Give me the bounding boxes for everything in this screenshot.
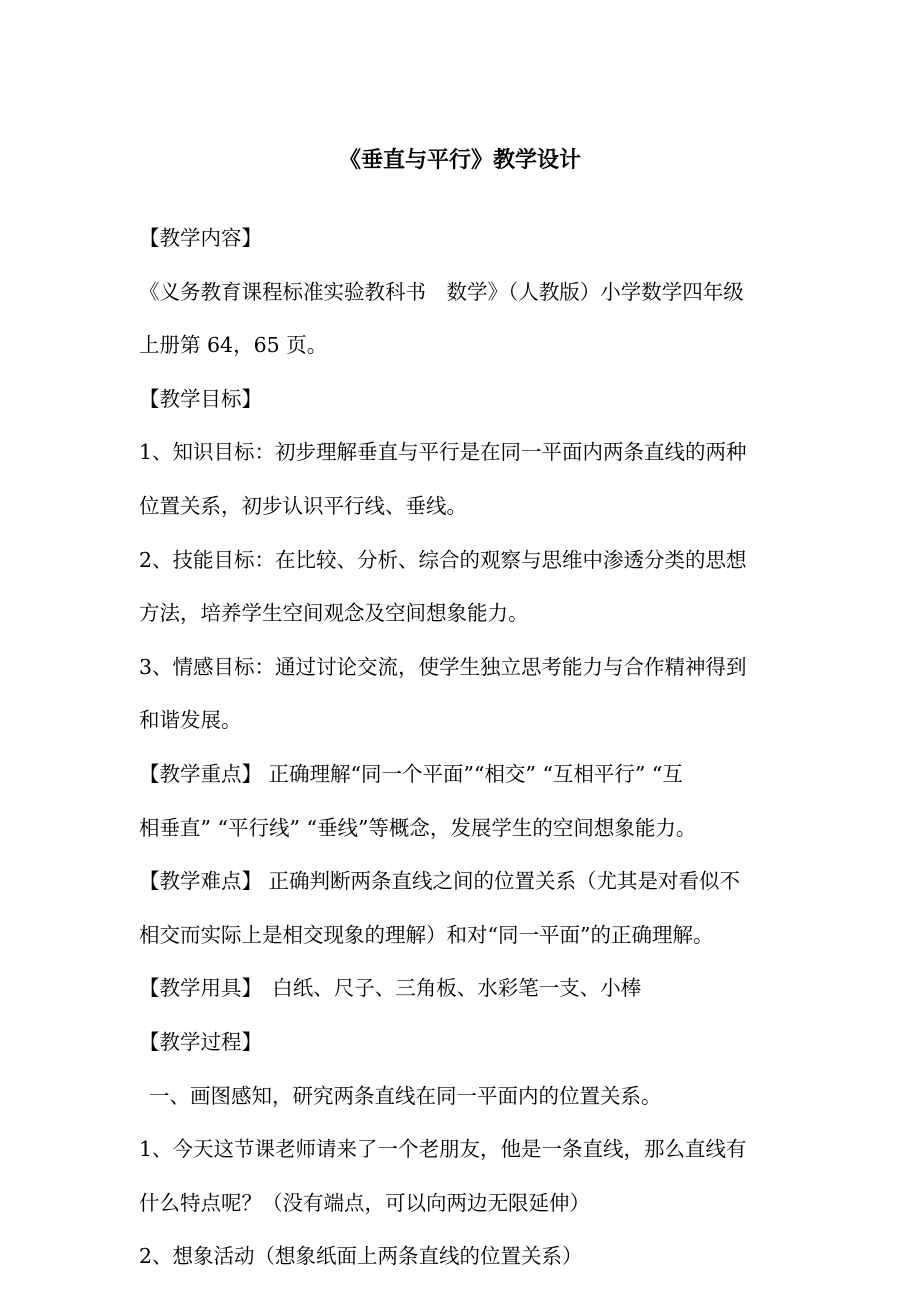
paragraph-line: 《义务教育课程标准实验教科书 数学》（人教版）小学数学四年级 xyxy=(139,279,744,304)
paragraph-line: 相交而实际上是相交现象的理解）和对“同一平面”的正确理解。 xyxy=(139,922,714,947)
paragraph-line: 1、今天这节课老师请来了一个老朋友，他是一条直线，那么直线有 xyxy=(139,1137,747,1162)
key-points-line: 【教学重点】 正确理解“同一个平面”“相交” “互相平行” “互 xyxy=(139,761,683,786)
paragraph-line: 2、技能目标：在比较、分析、综合的观察与思维中渗透分类的思想 xyxy=(139,547,747,572)
paragraph-line: 什么特点呢？（没有端点，可以向两边无限延伸） xyxy=(139,1190,590,1215)
paragraph-line: 1、知识目标：初步理解垂直与平行是在同一平面内两条直线的两种 xyxy=(139,440,747,465)
difficult-points-line: 【教学难点】 正确判断两条直线之间的位置关系（尤其是对看似不 xyxy=(139,869,741,894)
paragraph-line: 3、情感目标：通过讨论交流，使学生独立思考能力与合作精神得到 xyxy=(139,654,747,679)
paragraph-line: 位置关系，初步认识平行线、垂线。 xyxy=(139,493,467,518)
section-heading-content: 【教学内容】 xyxy=(139,226,262,250)
paragraph-line: 上册第 64，65 页。 xyxy=(139,333,328,358)
document-title: 《垂直与平行》教学设计 xyxy=(338,147,581,173)
paragraph-line: 相垂直” “平行线” “垂线”等概念，发展学生的空间想象能力。 xyxy=(139,815,697,840)
section-heading-process: 【教学过程】 xyxy=(139,1029,262,1054)
teaching-tools-line: 【教学用具】 白纸、尺子、三角板、水彩笔一支、小棒 xyxy=(139,976,642,1001)
paragraph-line: 2、想象活动（想象纸面上两条直线的位置关系） xyxy=(139,1244,583,1269)
document-body xyxy=(139,212,787,1284)
paragraph-line: 方法，培养学生空间观念及空间想象能力。 xyxy=(139,601,529,626)
process-step-heading: 一、画图感知，研究两条直线在同一平面内的位置关系。 xyxy=(149,1083,662,1108)
paragraph-line: 和谐发展。 xyxy=(139,708,242,733)
section-heading-objectives: 【教学目标】 xyxy=(139,386,262,411)
